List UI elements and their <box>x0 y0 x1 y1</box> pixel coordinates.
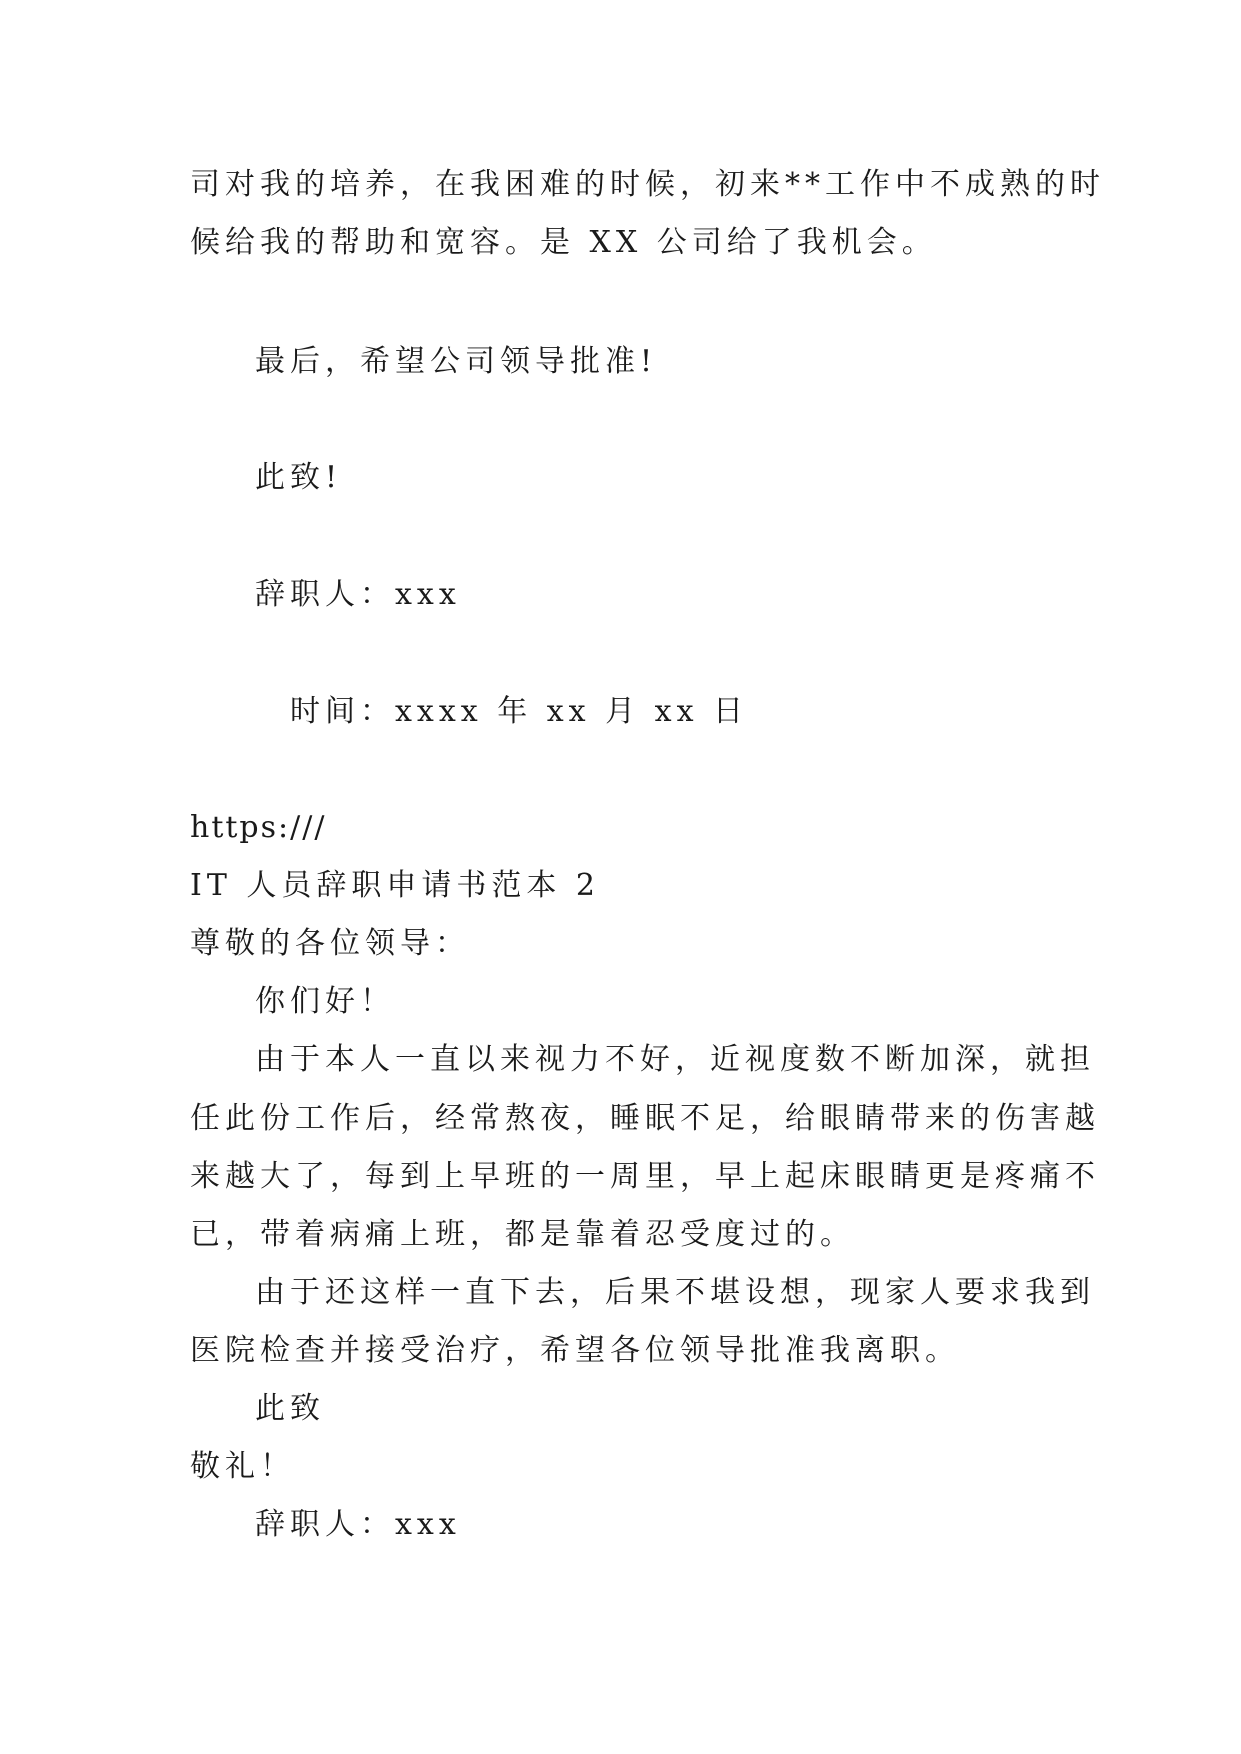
closing-hope: 最后，希望公司领导批准! <box>255 344 658 379</box>
url-text: https:/// <box>190 810 327 845</box>
paragraph-line: 由于还这样一直下去，后果不堪设想，现家人要求我到 <box>255 1275 1095 1310</box>
paragraph-line: 已，带着病痛上班，都是靠着忍受度过的。 <box>190 1217 855 1252</box>
resign-date: 时间：xxxx 年 xx 月 xx 日 <box>290 694 749 729</box>
salutation: 尊敬的各位领导： <box>190 926 470 961</box>
closing-regards: 此致 <box>255 1391 325 1426</box>
resigner-name: 辞职人：xxx <box>255 577 461 612</box>
section-title: IT 人员辞职申请书范本 2 <box>190 868 601 903</box>
paragraph-line: 由于本人一直以来视力不好，近视度数不断加深，就担 <box>255 1042 1095 1077</box>
closing-respect: 敬礼！ <box>190 1449 295 1484</box>
paragraph-line: 来越大了，每到上早班的一周里，早上起床眼睛更是疼痛不 <box>190 1159 1100 1194</box>
paragraph-line: 任此份工作后，经常熬夜，睡眠不足，给眼睛带来的伤害越 <box>190 1101 1100 1136</box>
body-line: 司对我的培养，在我困难的时候，初来**工作中不成熟的时 <box>190 167 1105 202</box>
greeting: 你们好！ <box>255 984 395 1019</box>
paragraph-line: 医院检查并接受治疗，希望各位领导批准我离职。 <box>190 1333 960 1368</box>
closing-regards: 此致! <box>255 460 343 495</box>
body-line: 候给我的帮助和宽容。是 XX 公司给了我机会。 <box>190 225 937 260</box>
resigner-name: 辞职人：xxx <box>255 1507 461 1542</box>
